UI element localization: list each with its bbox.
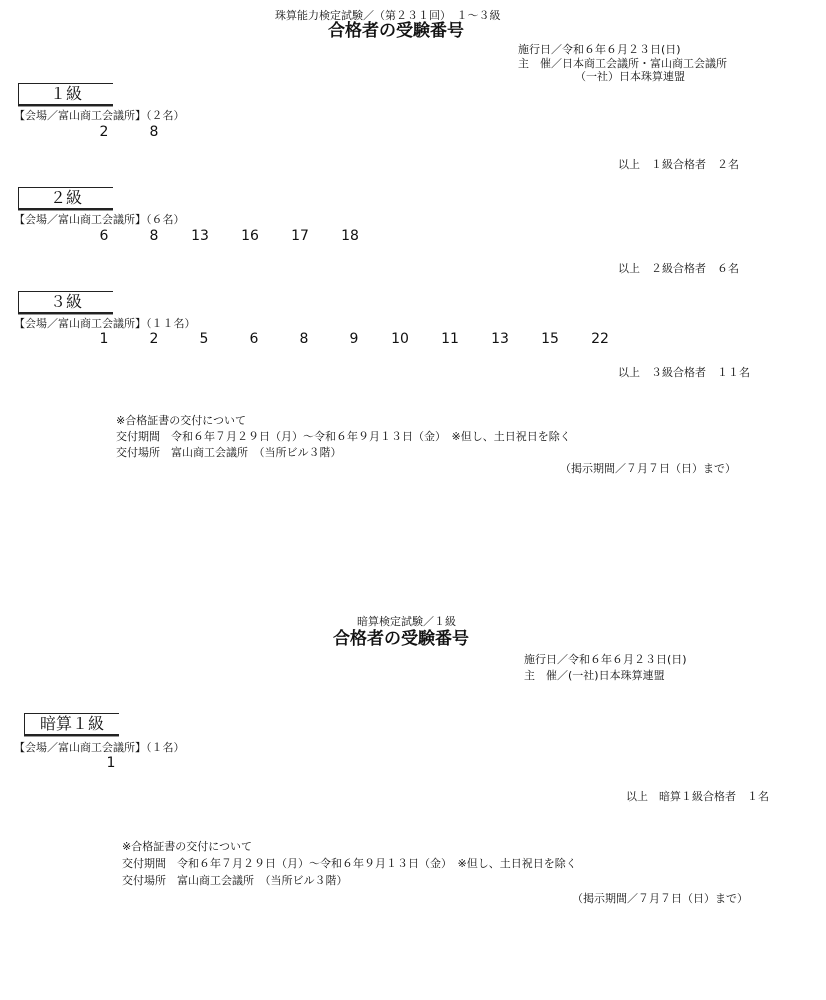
exam2-subtitle: 暗算検定試験／１級 [357, 615, 456, 628]
pass-number: 15 [541, 331, 559, 347]
grade-1-heading: １級 [18, 83, 113, 106]
pass-number: 1 [106, 755, 116, 771]
pass-number: 2 [99, 124, 109, 140]
pass-number: 17 [291, 228, 309, 244]
pass-number: 6 [99, 228, 109, 244]
exam1-notice-heading: ※合格証書の交付について [116, 414, 246, 427]
pass-number: 13 [491, 331, 509, 347]
pass-number: 6 [249, 331, 259, 347]
exam1-notice-display: （掲示期間／７月７日（日）まで） [560, 462, 736, 475]
exam1-organizer-1: 主 催／日本商工会議所・富山商工会議所 [518, 57, 727, 70]
anzan-grade-1-venue: 【会場／富山商工会議所】（１名） [14, 741, 185, 754]
grade-1-venue: 【会場／富山商工会議所】（２名） [14, 109, 185, 122]
grade-1-numbers [0, 124, 826, 140]
pass-number: 10 [391, 331, 409, 347]
anzan-grade-1-numbers [0, 755, 826, 771]
exam1-notice-period: 交付期間 令和６年７月２９日（月）～令和６年９月１３日（金） ※但し、土日祝日を除く [116, 430, 571, 443]
exam2-organizer: 主 催／(一社)日本珠算連盟 [524, 669, 665, 682]
exam1-subtitle: 珠算能力検定試験／（第２３１回） １～３級 [275, 9, 501, 22]
pass-number: 11 [441, 331, 459, 347]
pass-number: 8 [149, 228, 159, 244]
grade-2-heading: ２級 [18, 187, 113, 210]
anzan-grade-1-summary: 以上 暗算１級合格者 １名 [626, 790, 769, 803]
exam2-date: 施行日／令和６年６月２３日(日) [524, 653, 687, 666]
grade-2-summary: 以上 ２級合格者 ６名 [618, 262, 739, 275]
pass-number: 18 [341, 228, 359, 244]
exam1-notice-place: 交付場所 富山商工会議所 （当所ビル３階） [116, 446, 342, 459]
exam1-date: 施行日／令和６年６月２３日(日) [518, 43, 681, 56]
pass-number: 8 [149, 124, 159, 140]
pass-number: 8 [299, 331, 309, 347]
exam1-title: 合格者の受験番号 [328, 21, 464, 41]
pass-number: 9 [349, 331, 359, 347]
grade-3-venue: 【会場／富山商工会議所】（１１名） [14, 317, 196, 330]
pass-number: 13 [191, 228, 209, 244]
exam2-notice-display: （掲示期間／７月７日（日）まで） [572, 892, 748, 905]
exam2-notice-period: 交付期間 令和６年７月２９日（月）～令和６年９月１３日（金） ※但し、土日祝日を除く [122, 857, 577, 870]
pass-number: 16 [241, 228, 259, 244]
exam1-organizer-2: （一社）日本珠算連盟 [575, 70, 685, 83]
pass-number: 1 [99, 331, 109, 347]
grade-3-numbers [0, 331, 826, 347]
grade-3-heading: ３級 [18, 291, 113, 314]
pass-number: 2 [149, 331, 159, 347]
grade-2-numbers [0, 228, 826, 244]
pass-number: 22 [591, 331, 609, 347]
pass-number: 5 [199, 331, 209, 347]
grade-3-summary: 以上 ３級合格者 １１名 [618, 366, 750, 379]
exam2-notice-place: 交付場所 富山商工会議所 （当所ビル３階） [122, 874, 348, 887]
exam2-title: 合格者の受験番号 [333, 629, 469, 649]
grade-1-summary: 以上 １級合格者 ２名 [618, 158, 739, 171]
anzan-grade-1-heading: 暗算１級 [24, 713, 119, 736]
exam2-notice-heading: ※合格証書の交付について [122, 840, 252, 853]
grade-2-venue: 【会場／富山商工会議所】（６名） [14, 213, 185, 226]
